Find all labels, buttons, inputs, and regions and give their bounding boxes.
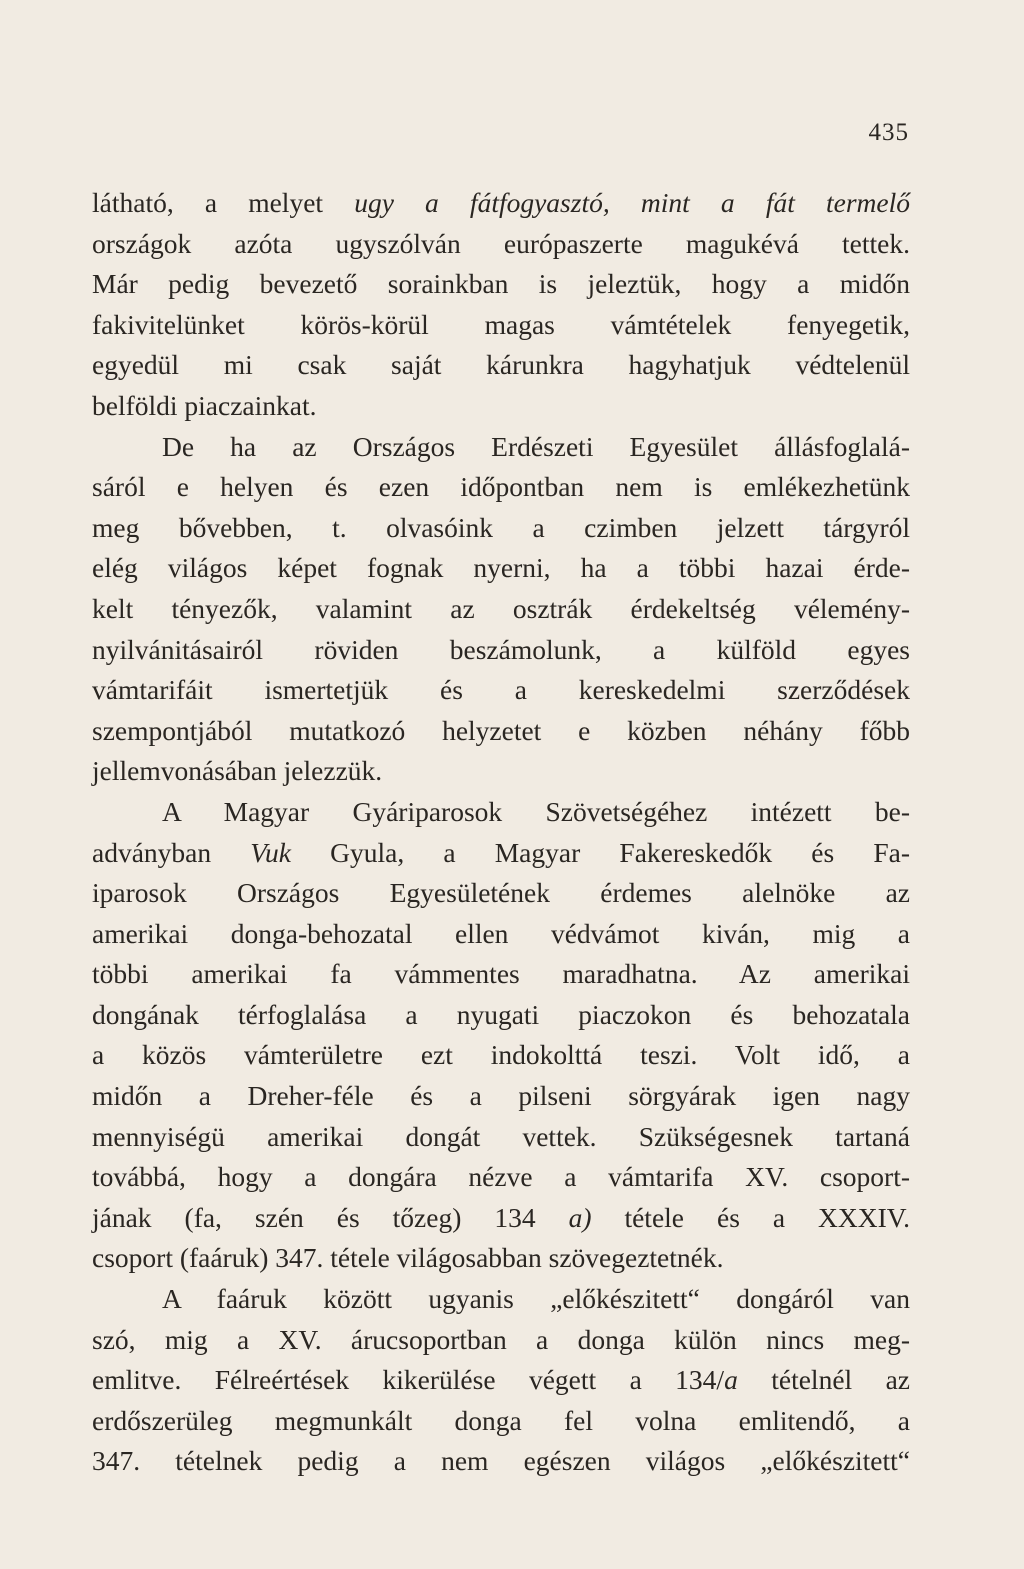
text-line: [92, 305, 910, 346]
text-segment: A faáruk között ugyanis „előkészitett“ dongáról van: [162, 1283, 910, 1315]
text-line: [92, 630, 910, 671]
text-segment: továbbá, hogy a dongára nézve a vámtarifa XV. csoport-: [92, 1161, 910, 1193]
text-line: [92, 751, 910, 792]
text-segment: látható, a melyet: [92, 187, 355, 218]
text-line: [92, 1401, 910, 1442]
italic-text: a: [724, 1364, 738, 1396]
text-segment: A Magyar Gyáriparosok Szövetségéhez intézett be-: [162, 795, 910, 827]
text-line: [92, 954, 910, 995]
text-line: [92, 833, 910, 874]
italic-text: Vuk: [250, 836, 291, 868]
text-segment: szó, mig a XV. árucsoportban a donga külön nincs meg-: [92, 1323, 910, 1355]
text-line: [92, 995, 910, 1036]
text-segment: egyedül mi csak saját kárunkra hagyhatjuk védtelenül: [92, 349, 910, 381]
text-segment: kelt tényezők, valamint az osztrák érdekeltség vélemény-: [92, 592, 910, 624]
body-text: [92, 183, 910, 1482]
italic-text: a): [568, 1201, 592, 1233]
text-line: [92, 914, 910, 955]
text-segment: Gyula, a Magyar Fakereskedők és Fa-: [291, 836, 910, 868]
text-line: [92, 873, 910, 914]
text-line: [92, 1279, 910, 1320]
text-segment: dongának térfoglalása a nyugati piaczokon és behozatala: [92, 998, 910, 1030]
page-number: 435: [868, 119, 909, 146]
text-line: [92, 508, 910, 549]
text-line: [92, 183, 910, 224]
text-line: [92, 1076, 910, 1117]
text-segment: nyilvánitásairól röviden beszámolunk, a külföld egyes: [92, 633, 910, 665]
text-segment: midőn a Dreher-féle és a pilseni sörgyárak igen nagy: [92, 1080, 910, 1112]
text-segment: vámtarifáit ismertetjük és a kereskedelmi szerződések: [92, 674, 910, 706]
text-line: [92, 345, 910, 386]
text-line: [92, 1198, 910, 1239]
text-segment: Már pedig bevezető sorainkban is jeleztük, hogy a midőn: [92, 268, 910, 300]
text-line: [92, 670, 910, 711]
text-line: [92, 711, 910, 752]
text-line: [92, 1117, 910, 1158]
text-line: [92, 548, 910, 589]
text-line: [92, 224, 910, 265]
text-segment: elég világos képet fognak nyerni, ha a többi hazai érde-: [92, 552, 910, 584]
text-segment: sáról e helyen és ezen időpontban nem is emlékezhetünk: [92, 471, 910, 503]
text-segment: szempontjából mutatkozó helyzetet e közben néhány főbb: [92, 714, 910, 746]
text-line: [92, 1441, 910, 1482]
text-segment: amerikai donga-behozatal ellen védvámot kiván, mig a: [92, 917, 910, 949]
text-segment: adványban: [92, 836, 251, 868]
text-line: [92, 1320, 910, 1361]
text-segment: tétele és a XXXIV.: [591, 1201, 910, 1233]
text-line: [92, 792, 910, 833]
text-segment: belföldi piaczainkat.: [92, 389, 317, 421]
text-segment: emlitve. Félreértések kikerülése végett a 134/: [92, 1364, 725, 1396]
text-line: [92, 1035, 910, 1076]
text-segment: többi amerikai fa vámmentes maradhatna. Az amerikai: [92, 958, 910, 990]
text-segment: 347. tételnek pedig a nem egészen világos „előkészitett“: [92, 1445, 910, 1477]
text-line: [92, 1238, 910, 1279]
text-segment: iparosok Országos Egyesületének érdemes alelnöke az: [92, 877, 910, 909]
italic-text: ugy a fátfogyasztó,: [354, 187, 610, 218]
italic-text: mint a fát termelő: [640, 187, 910, 218]
text-segment: [610, 187, 641, 218]
text-segment: csoport (faáruk) 347. tétele világosabban szövegeztetnék.: [92, 1242, 724, 1274]
text-segment: jellemvonásában jelezzük.: [92, 755, 383, 787]
text-line: [92, 467, 910, 508]
text-segment: tételnél az: [737, 1364, 910, 1396]
text-line: [92, 264, 910, 305]
text-segment: meg bővebben, t. olvasóink a czimben jelzett tárgyról: [92, 511, 910, 543]
text-segment: De ha az Országos Erdészeti Egyesület állásfoglalá-: [162, 430, 910, 462]
text-segment: fakivitelünket körös-körül magas vámtételek fenyegetik,: [92, 308, 910, 340]
text-line: [92, 427, 910, 468]
text-segment: a közös vámterületre ezt indokolttá teszi. Volt idő, a: [92, 1039, 910, 1071]
text-segment: jának (fa, szén és tőzeg) 134: [92, 1201, 569, 1233]
text-segment: országok azóta ugyszólván európaszerte magukévá tettek.: [92, 227, 910, 259]
text-line: [92, 386, 910, 427]
text-segment: erdőszerüleg megmunkált donga fel volna emlitendő, a: [92, 1404, 910, 1436]
text-segment: mennyiségü amerikai dongát vettek. Szükségesnek tartaná: [92, 1120, 910, 1152]
text-line: [92, 589, 910, 630]
text-line: [92, 1360, 910, 1401]
text-line: [92, 1157, 910, 1198]
